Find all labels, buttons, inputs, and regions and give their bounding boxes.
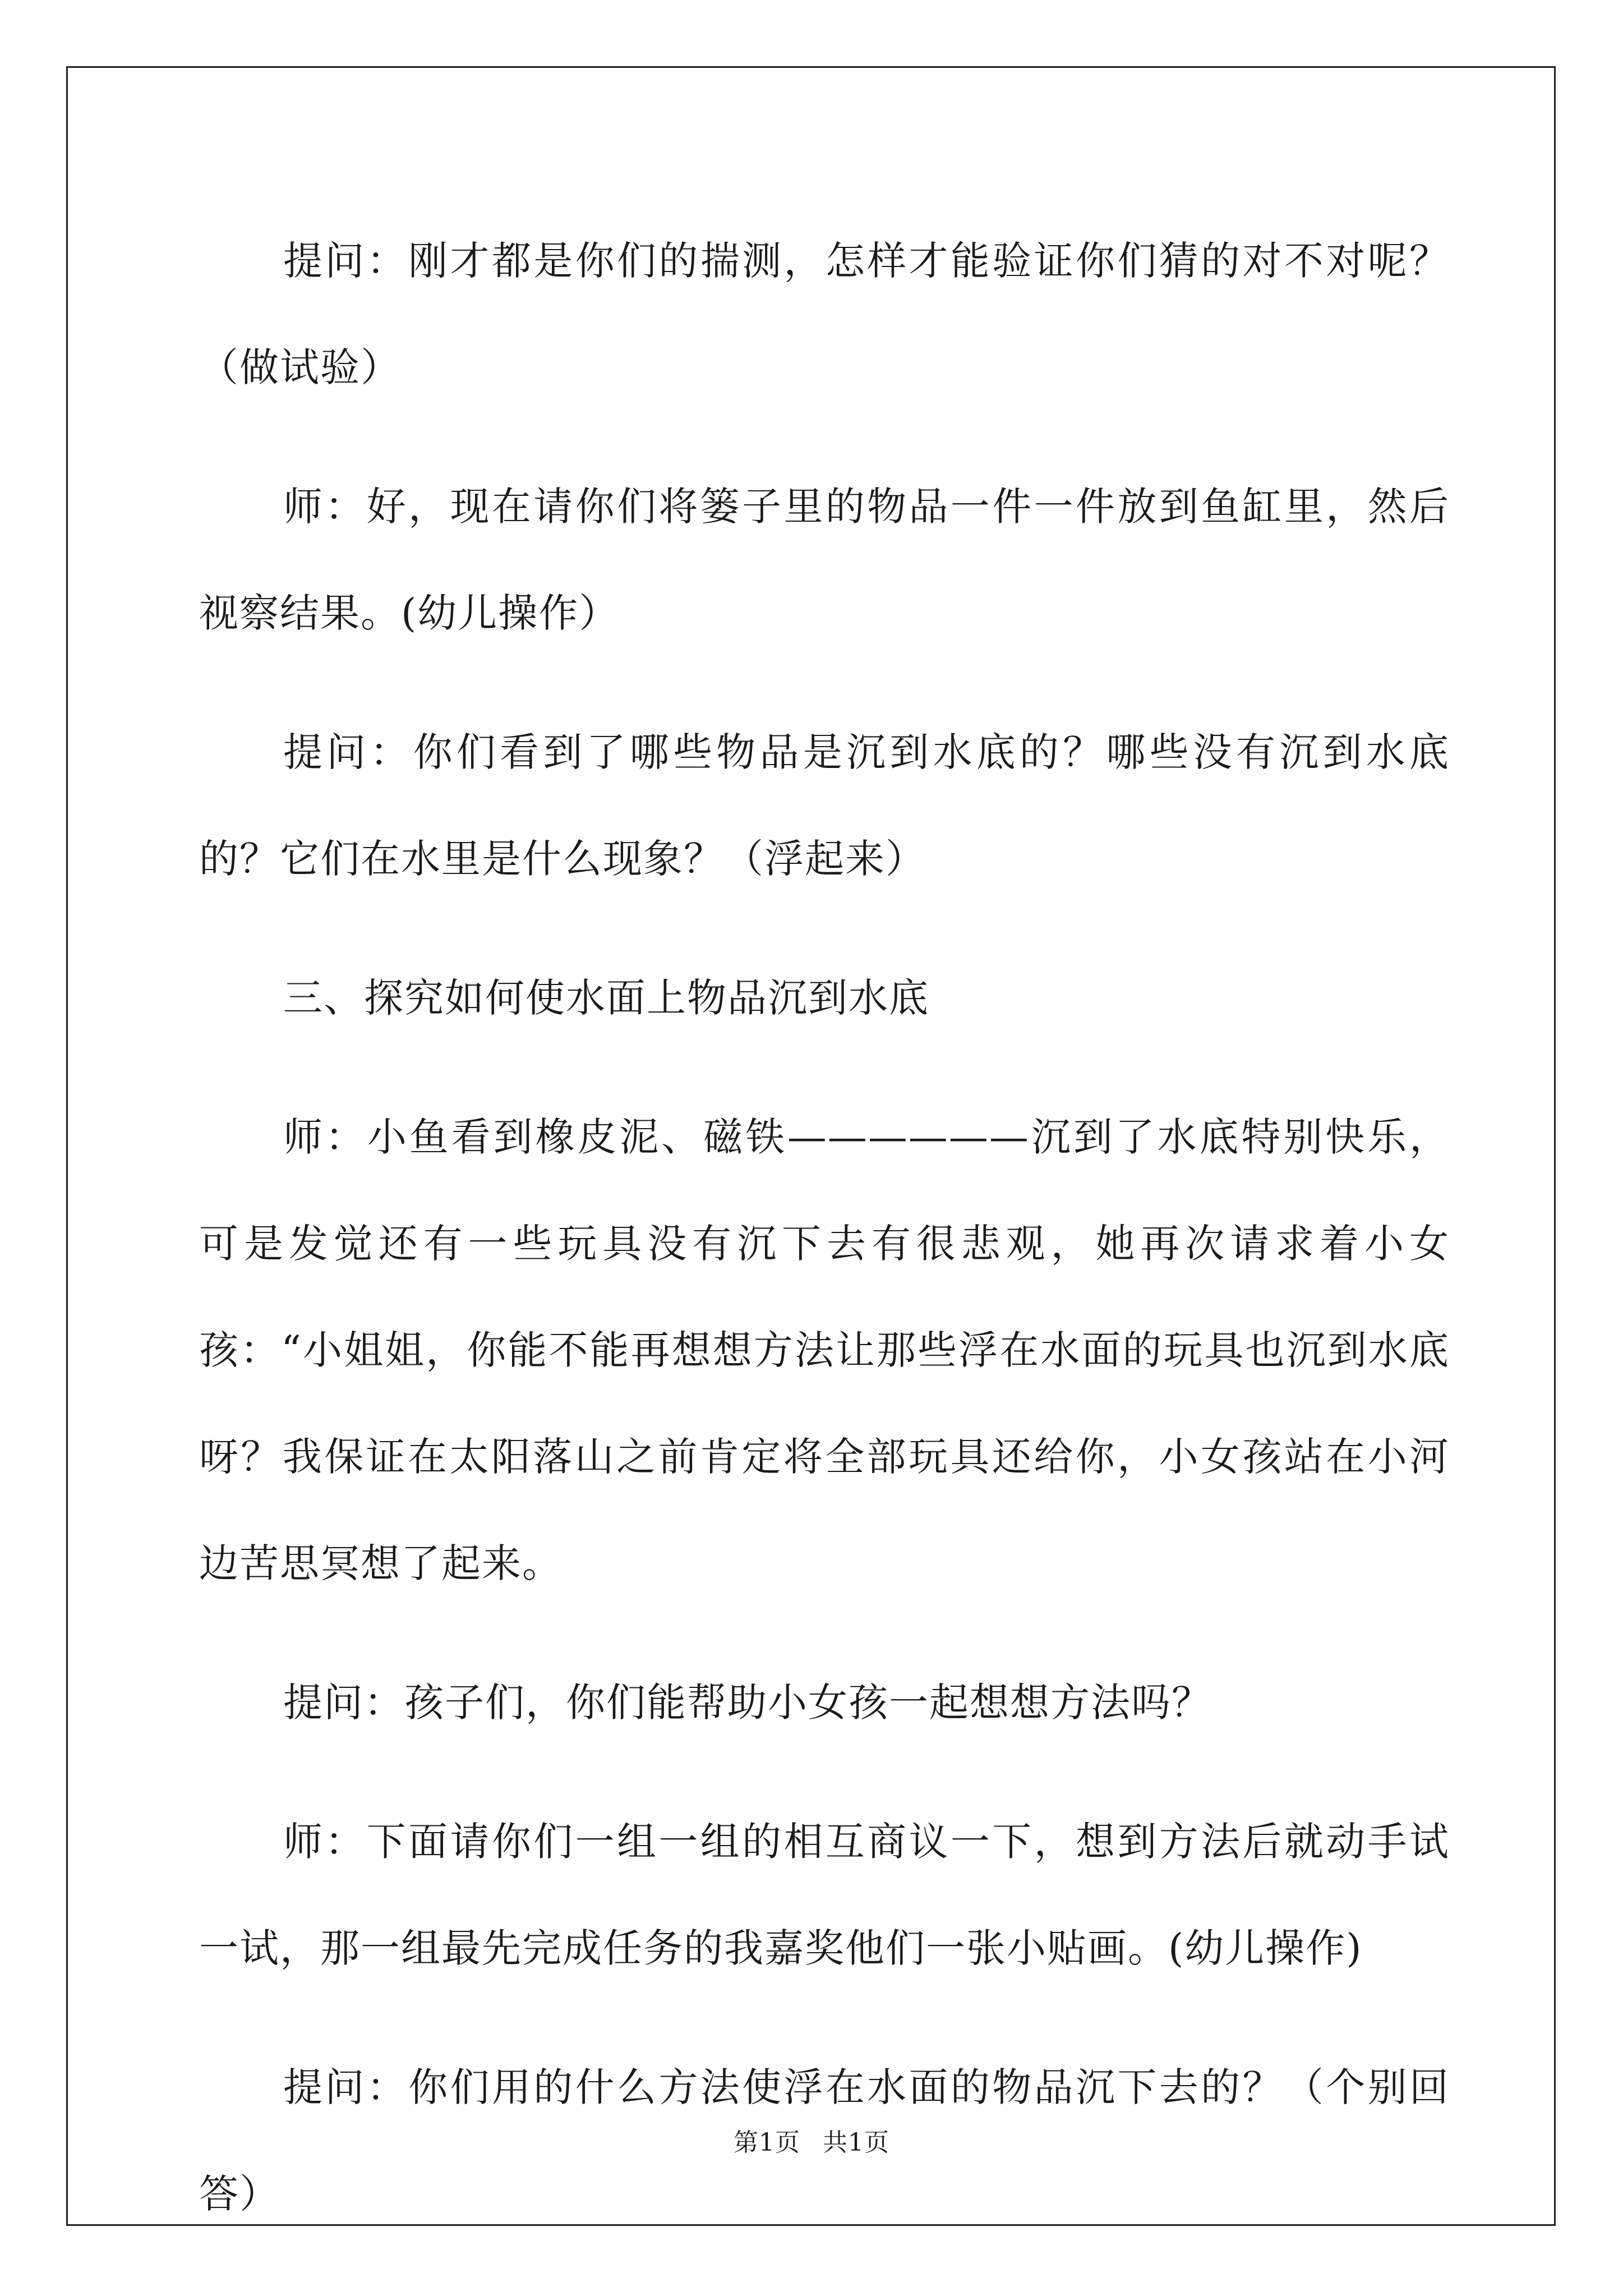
paragraph-text: 师：好，现在请你们将篓子里的物品一件一件放到鱼缸里，然后视察结果。(幼儿操作） [199, 484, 1450, 636]
paragraph-text: 提问：刚才都是你们的揣测，怎样才能验证你们猜的对不对呢？（做试验） [199, 238, 1450, 390]
page-number-current: 第1页 [734, 2128, 800, 2157]
section-heading [199, 945, 1450, 1051]
paragraph-text: 师：下面请你们一组一组的相互商议一下，想到方法后就动手试一试，那一组最先完成任务的我嘉奖他们一张小贴画。(幼儿操作) [199, 1819, 1450, 1971]
paragraph-1 [199, 208, 1450, 421]
paragraph-text: 师：小鱼看到橡皮泥、磁铁——————沉到了水底特别快乐，可是发觉还有一些玩具没有沉下去有很悲观，她再次请求着小女孩：“小姐姐，你能不能再想想方法让那些浮在水面的玩具也沉到水底呀？我保证在太阳落山之前肯定将全部玩具还给你，小女孩站在小河边苦思冥想了起来。 [199, 1114, 1450, 1586]
paragraph-2 [199, 453, 1450, 666]
paragraph-3 [199, 699, 1450, 912]
document-body [199, 208, 1450, 2280]
paragraph-text: 三、探究如何使水面上物品沉到水底 [283, 975, 929, 1021]
paragraph-5 [199, 1084, 1450, 1617]
paragraph-text: 提问：你们用的什么方法使浮在水面的物品沉下去的？（个别回答） [199, 2064, 1450, 2217]
paragraph-6 [199, 1649, 1450, 1756]
page-footer [0, 2126, 1623, 2160]
paragraph-7 [199, 1788, 1450, 2001]
paragraph-text: 提问：你们看到了哪些物品是沉到水底的？哪些没有沉到水底的？它们在水里是什么现象？（浮起来） [199, 729, 1450, 882]
page-number-total: 共1页 [823, 2128, 889, 2157]
paragraph-text: 提问：孩子们，你们能帮助小女孩一起想想方法吗？ [283, 1680, 1212, 1726]
